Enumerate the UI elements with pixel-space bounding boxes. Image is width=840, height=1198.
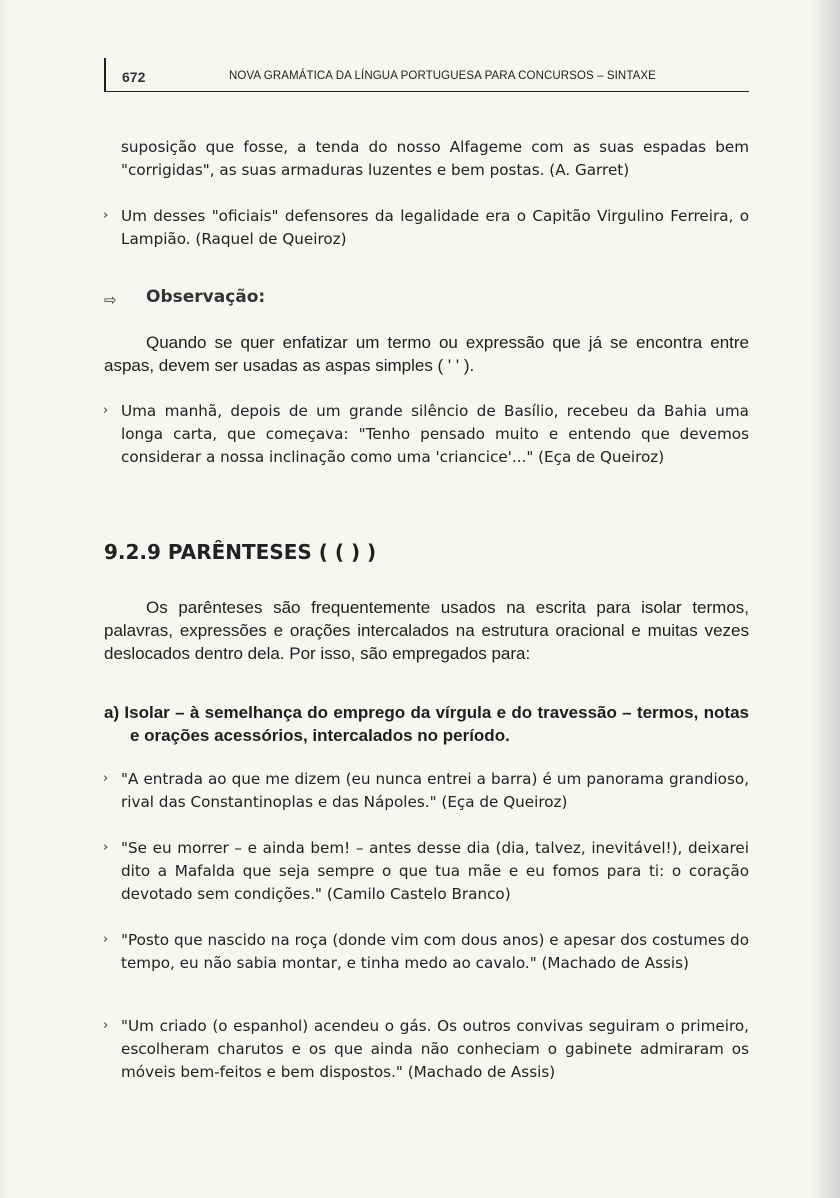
- section-intro-text: Os parênteses são frequentemente usados na escrita para isolar termos, palavras, expressões e orações intercalados na estrutura oracional e muitas vezes deslocados dentro dela. Por isso, são empregados para:: [104, 598, 749, 663]
- scan-shadow-right: [810, 0, 840, 1198]
- example-quote: "A entrada ao que me dizem (eu nunca entrei a barra) é um panorama grandioso, rival das Constantinoplas e das Nápoles." (Eça de Queiroz): [121, 770, 749, 811]
- header-corner-line: [104, 58, 106, 91]
- bullet-icon: ›: [103, 771, 109, 786]
- page-number: 672: [122, 69, 146, 85]
- bullet-icon: ›: [103, 932, 109, 947]
- section-heading: 9.2.9 PARÊNTESES ( ( ) ): [104, 540, 377, 564]
- bullet-icon: ›: [103, 208, 109, 223]
- observation-text: Quando se quer enfatizar um termo ou expressão que já se encontra entre aspas, devem ser usadas as aspas simples ( ' ' ).: [104, 333, 749, 375]
- paragraph-continuation: suposição que fosse, a tenda do nosso Alfageme com as suas espadas bem "corrigidas", as suas armaduras luzentes e bem postas. (A. Garret): [121, 138, 749, 179]
- example-quote: "Posto que nascido na roça (donde vim com dous anos) e apesar dos costumes do tempo, eu não sabia montar, e tinha medo ao cavalo." (Machado de Assis): [121, 931, 749, 972]
- bullet-icon: ›: [103, 840, 109, 855]
- running-title: NOVA GRAMÁTICA DA LÍNGUA PORTUGUESA PARA CONCURSOS – SINTAXE: [229, 70, 656, 82]
- example-quote: Um desses "oficiais" defensores da legalidade era o Capitão Virgulino Ferreira, o Lampião. (Raquel de Queiroz): [121, 207, 749, 248]
- bullet-icon: ›: [103, 403, 109, 418]
- running-header: [104, 58, 749, 92]
- example-quote: "Se eu morrer – e ainda bem! – antes desse dia (dia, talvez, inevitável!), deixarei dito a Mafalda que seja sempre o que tua mãe e eu fomos para ti: o coração devotado sem condições." (Camilo Castelo Branco): [121, 839, 749, 903]
- arrow-right-icon: ⇨: [104, 291, 117, 309]
- example-quote: Uma manhã, depois de um grande silêncio de Basílio, recebeu da Bahia uma longa carta, que começava: "Tenho pensado muito e entendo que devemos considerar a nossa inclinação como uma 'criancice'..." (Eça de Queiroz): [121, 402, 749, 466]
- example-quote: "Um criado (o espanhol) acendeu o gás. Os outros convivas seguiram o primeiro, escolheram charutos e os que ainda não conheciam o gabinete admiraram os móveis bem-feitos e bem dispostos." (Machado de Assis): [121, 1017, 749, 1081]
- list-item-a: a) Isolar – à semelhança do emprego da vírgula e do travessão – termos, notas e orações acessórios, intercalados no período.: [104, 703, 749, 745]
- observation-heading: Observação:: [146, 287, 266, 307]
- bullet-icon: ›: [103, 1018, 109, 1033]
- scan-shadow-left: [0, 0, 10, 1198]
